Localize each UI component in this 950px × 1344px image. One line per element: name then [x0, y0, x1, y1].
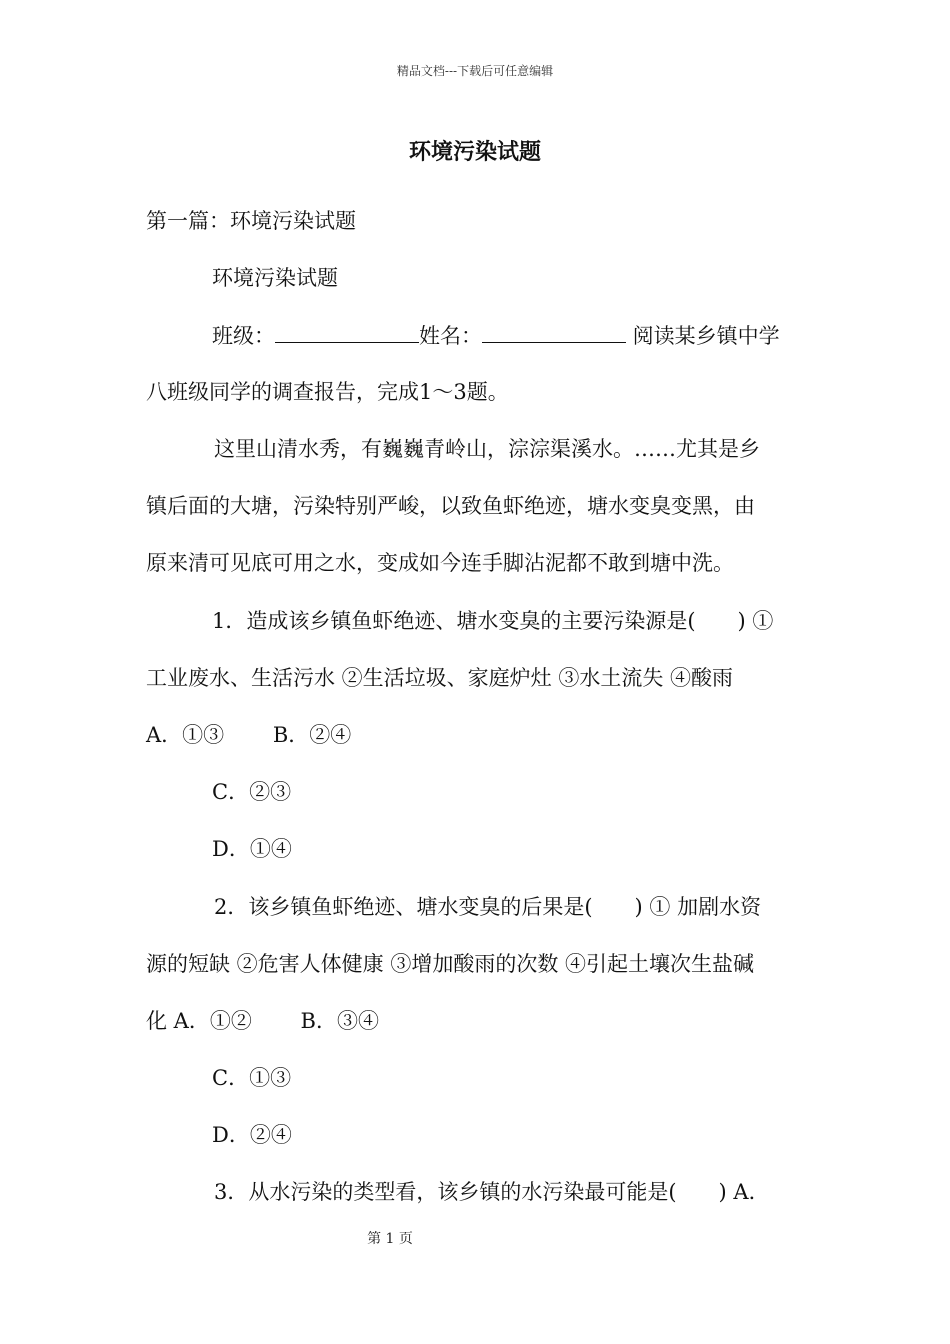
text-line: 八班级同学的调查报告，完成1～3题。	[146, 380, 509, 404]
reading-intro: 阅读某乡镇中学	[626, 324, 780, 348]
class-blank	[275, 320, 419, 343]
question-1: 1．造成该乡镇鱼虾绝迹、塘水变臭的主要污染源是( ) ①	[212, 609, 774, 633]
text-line: 这里山清水秀，有巍巍青岭山，淙淙渠溪水。……尤其是乡	[214, 437, 760, 461]
answer-option: D．②④	[212, 1123, 292, 1147]
document-title: 环境污染试题	[408, 139, 541, 165]
answer-options: A．①③ B．②④	[146, 723, 352, 747]
text-line: 工业废水、生活污水 ②生活垃圾、家庭炉灶 ③水土流失 ④酸雨	[146, 666, 734, 690]
class-name-line	[212, 320, 882, 351]
text-line: 源的短缺 ②危害人体健康 ③增加酸雨的次数 ④引起土壤次生盐碱	[146, 952, 755, 976]
name-blank	[482, 320, 626, 343]
text-line: 原来清可见底可用之水，变成如今连手脚沾泥都不敢到塘中洗。	[146, 551, 734, 575]
text-line: 镇后面的大塘，污染特别严峻，以致鱼虾绝迹，塘水变臭变黑，由	[146, 494, 755, 518]
question-3: 3．从水污染的类型看，该乡镇的水污染最可能是( ) A．	[214, 1180, 770, 1204]
answer-options: 化 A．①② B．③④	[146, 1009, 379, 1033]
question-2: 2．该乡镇鱼虾绝迹、塘水变臭的后果是( ) ① 加剧水资	[214, 895, 762, 919]
answer-option: D．①④	[212, 837, 292, 861]
section-heading: 第一篇：环境污染试题	[146, 209, 356, 233]
answer-option: C．②③	[212, 780, 292, 804]
answer-option: C．①③	[212, 1066, 292, 1090]
page-header: 精品文档---下载后可任意编辑	[396, 64, 554, 78]
page-number: 第 1 页	[367, 1231, 413, 1247]
class-label: 班级：	[212, 324, 275, 348]
name-label: 姓名：	[419, 324, 482, 348]
subheading: 环境污染试题	[212, 266, 338, 290]
